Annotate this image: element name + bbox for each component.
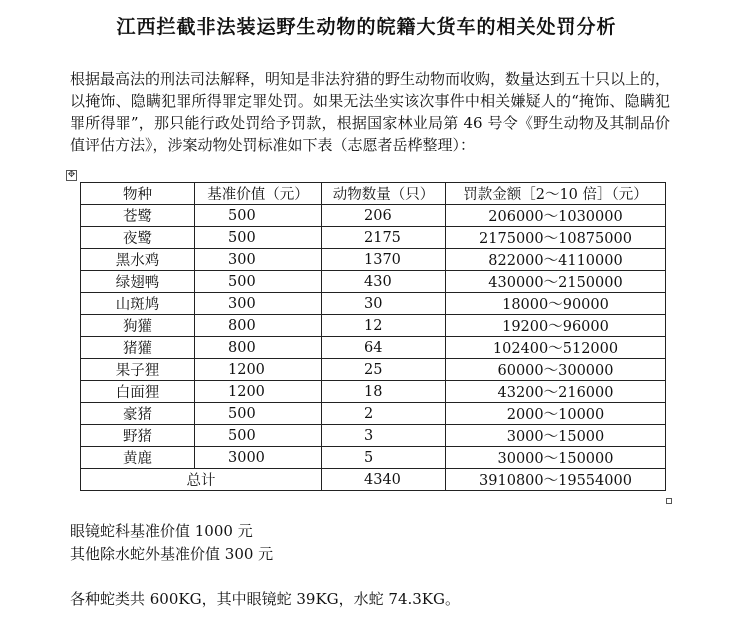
cell-fine-range: 206000～1030000 (446, 205, 666, 227)
cell-fine-range: 43200～216000 (446, 381, 666, 403)
table-row (81, 293, 666, 315)
cell-fine-range: 30000～150000 (446, 447, 666, 469)
cell-base-price: 500 (195, 205, 322, 227)
cell-species: 夜鹭 (81, 227, 195, 249)
cell-animal-count: 30 (322, 293, 446, 315)
cell-species: 果子狸 (81, 359, 195, 381)
cell-base-price: 800 (195, 315, 322, 337)
cell-species: 黑水鸡 (81, 249, 195, 271)
note-snake-weight: 各种蛇类共 600KG，其中眼镜蛇 39KG，水蛇 74.3KG。 (70, 590, 460, 608)
table-row (81, 337, 666, 359)
cell-species: 苍鹭 (81, 205, 195, 227)
cell-fine-range: 3000～15000 (446, 425, 666, 447)
cell-base-price: 300 (195, 293, 322, 315)
cell-base-price: 300 (195, 249, 322, 271)
cell-base-price: 1200 (195, 359, 322, 381)
header-fine-range: 罚款金额［2～10 倍］（元） (446, 183, 666, 205)
table-row (81, 249, 666, 271)
cell-base-price: 3000 (195, 447, 322, 469)
cell-animal-count: 3 (322, 425, 446, 447)
cell-base-price: 500 (195, 271, 322, 293)
cell-base-price: 800 (195, 337, 322, 359)
cell-species: 豪猪 (81, 403, 195, 425)
header-animal-count: 动物数量（只） (322, 183, 446, 205)
move-handle-icon[interactable]: ✥ (67, 170, 76, 180)
table-total-row (81, 469, 666, 491)
table-row (81, 227, 666, 249)
table-row (81, 359, 666, 381)
cell-fine-range: 430000～2150000 (446, 271, 666, 293)
cell-species: 白面狸 (81, 381, 195, 403)
cell-animal-count: 430 (322, 271, 446, 293)
table-row (81, 425, 666, 447)
cell-species: 狗獾 (81, 315, 195, 337)
table-row (81, 403, 666, 425)
page-title: 江西拦截非法装运野生动物的皖籍大货车的相关处罚分析 (116, 16, 617, 38)
table-body (81, 205, 666, 469)
cell-fine-range: 60000～300000 (446, 359, 666, 381)
table-row (81, 381, 666, 403)
cell-base-price: 500 (195, 403, 322, 425)
cell-fine-range: 2175000～10875000 (446, 227, 666, 249)
cell-species: 绿翅鸭 (81, 271, 195, 293)
cell-animal-count: 25 (322, 359, 446, 381)
cell-animal-count: 5 (322, 447, 446, 469)
cell-animal-count: 206 (322, 205, 446, 227)
cell-base-price: 500 (195, 227, 322, 249)
header-species: 物种 (81, 183, 195, 205)
cell-species: 野猪 (81, 425, 195, 447)
cell-animal-count: 1370 (322, 249, 446, 271)
cell-fine-range: 102400～512000 (446, 337, 666, 359)
cell-fine-range: 2000～10000 (446, 403, 666, 425)
cell-species: 黄鹿 (81, 447, 195, 469)
resize-handle-icon[interactable] (666, 498, 672, 504)
note-other-snake-value: 其他除水蛇外基准价值 300 元 (70, 545, 274, 563)
cell-fine-range: 18000～90000 (446, 293, 666, 315)
cell-species: 猪獾 (81, 337, 195, 359)
table-row (81, 447, 666, 469)
cell-animal-count: 12 (322, 315, 446, 337)
table-row (81, 315, 666, 337)
table-header-row (81, 183, 666, 205)
total-fine: 3910800～19554000 (446, 469, 666, 491)
cell-species: 山斑鸠 (81, 293, 195, 315)
cell-base-price: 500 (195, 425, 322, 447)
table-row (81, 205, 666, 227)
total-label: 总计 (81, 469, 322, 491)
intro-paragraph: 根据最高法的刑法司法解释，明知是非法狩猎的野生动物而收购，数量达到五十只以上的，以掩饰、隐瞒犯罪所得罪定罪处罚。如果无法坐实该次事件中相关嫌疑人的“掩饰、隐瞒犯罪所得罪”，那只能行政处罚给予罚款，根据国家林业局第 46 号令《野生动物及其制品价值评估方法》，涉案动物处罚标准如下表（志愿者岳桦整理）： (70, 70, 671, 154)
table-row (81, 271, 666, 293)
cell-animal-count: 2175 (322, 227, 446, 249)
cell-base-price: 1200 (195, 381, 322, 403)
cell-animal-count: 2 (322, 403, 446, 425)
cell-fine-range: 822000～4110000 (446, 249, 666, 271)
total-count: 4340 (322, 469, 446, 491)
note-cobra-value: 眼镜蛇科基准价值 1000 元 (70, 522, 253, 540)
header-base-price: 基准价值（元） (195, 183, 322, 205)
cell-animal-count: 18 (322, 381, 446, 403)
penalty-table (80, 182, 666, 491)
cell-fine-range: 19200～96000 (446, 315, 666, 337)
cell-animal-count: 64 (322, 337, 446, 359)
